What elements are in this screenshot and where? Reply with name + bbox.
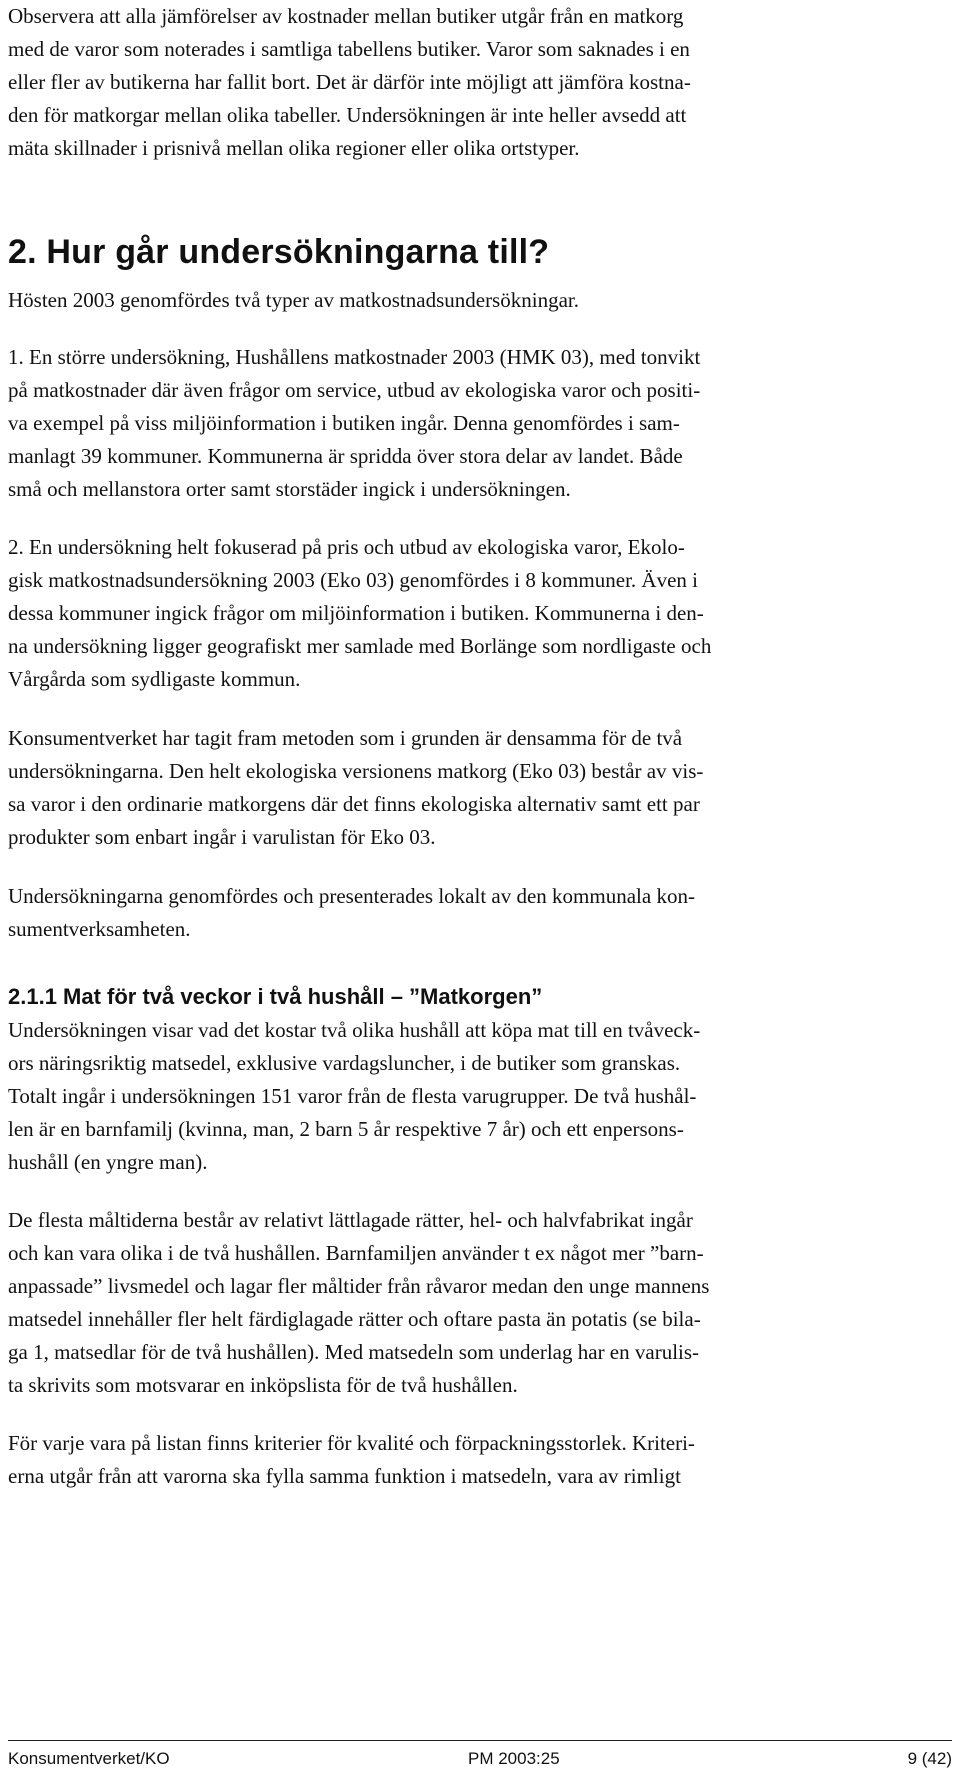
text-line: på matkostnader där även frågor om service, utbud av ekologiska varor och positi- [8,378,701,402]
text-line: den för matkorgar mellan olika tabeller. Undersökningen är inte heller avsedd att [8,103,687,127]
text-line: Undersökningen visar vad det kostar två olika hushåll att köpa mat till en tvåveck- [8,1018,701,1042]
text-line: hushåll (en yngre man). [8,1150,208,1174]
text-line: Konsumentverket har tagit fram metoden som i grunden är densamma för de två [8,726,683,750]
subsection-heading-2-1-1: 2.1.1 Mat för två veckor i två hushåll – ”Matkorgen” [8,984,543,1009]
text-line: gisk matkostnadsundersökning 2003 (Eko 03) genomfördes i 8 kommuner. Även i [8,568,698,592]
text-line: manlagt 39 kommuner. Kommunerna är spridda över stora delar av landet. Både [8,444,683,468]
list-item-2 [8,531,948,696]
text-line: produkter som enbart ingår i varulistan för Eko 03. [8,825,436,849]
text-line: 2. En undersökning helt fokuserad på pris och utbud av ekologiska varor, Ekolo- [8,535,685,559]
footer-report-id: PM 2003:25 [468,1749,560,1768]
list-item-1 [8,341,948,506]
text-line: ga 1, matsedlar för de två hushållen). Med matsedeln som underlag har en varulis- [8,1340,700,1364]
text-line: mäta skillnader i prisnivå mellan olika regioner eller olika ortstyper. [8,136,580,160]
text-line: va exempel på viss miljöinformation i butiken ingår. Denna genomfördes i sam- [8,411,680,435]
section-intro [8,284,948,317]
text-line: Vårgårda som sydligaste kommun. [8,667,301,691]
text-line: ors näringsriktig matsedel, exklusive vardagsluncher, i de butiker som granskas. [8,1051,681,1075]
text-line: För varje vara på listan finns kriterier för kvalité och förpackningsstorlek. Kriteri- [8,1431,695,1455]
text-line: anpassade” livsmedel och lagar fler måltider från råvaror medan den unge mannens [8,1274,710,1298]
text-line: 1. En större undersökning, Hushållens matkostnader 2003 (HMK 03), med tonvikt [8,345,701,369]
text-line: och kan vara olika i de två hushållen. Barnfamiljen använder t ex något mer ”barn- [8,1241,704,1265]
text-line: Hösten 2003 genomfördes två typer av matkostnadsundersökningar. [8,288,579,312]
text-line: len är en barnfamilj (kvinna, man, 2 barn 5 år respektive 7 år) och ett enpersons- [8,1117,684,1141]
text-line: Totalt ingår i undersökningen 151 varor från de flesta varugrupper. De två hushål- [8,1084,697,1108]
text-line: na undersökning ligger geografiskt mer samlade med Borlänge som nordligaste och [8,634,712,658]
text-line: sa varor i den ordinarie matkorgens där det finns ekologiska alternativ samt ett par [8,792,700,816]
text-line: eller fler av butikerna har fallit bort. Det är därför inte möjligt att jämföra kostna- [8,70,691,94]
local-paragraph [8,880,948,946]
method-paragraph [8,722,948,854]
text-line: små och mellanstora orter samt storstäder ingick i undersökningen. [8,477,571,501]
text-line: med de varor som noterades i samtliga tabellens butiker. Varor som saknades i en [8,37,690,61]
matkorgen-paragraph-1 [8,1014,948,1179]
text-line: dessa kommuner ingick frågor om miljöinformation i butiken. Kommunerna i den- [8,601,704,625]
footer-divider [8,1740,952,1741]
matkorgen-paragraph-3 [8,1427,948,1493]
footer-page-number: 9 (42) [907,1749,952,1768]
intro-paragraph [8,0,948,165]
text-line: ta skrivits som motsvarar en inköpslista för de två hushållen. [8,1373,518,1397]
footer-publisher: Konsumentverket/KO [8,1749,170,1768]
section-heading-2: 2. Hur går undersökningarna till? [8,233,550,271]
text-line: matsedel innehåller fler helt färdiglagade rätter och oftare pasta än potatis (se bila- [8,1307,701,1331]
text-line: Observera att alla jämförelser av kostnader mellan butiker utgår från en matkorg [8,4,684,28]
text-line: Undersökningarna genomfördes och presenterades lokalt av den kommunala kon- [8,884,695,908]
matkorgen-paragraph-2 [8,1204,948,1402]
text-line: undersökningarna. Den helt ekologiska versionens matkorg (Eko 03) består av vis- [8,759,704,783]
text-line: De flesta måltiderna består av relativt lättlagade rätter, hel- och halvfabrikat ingår [8,1208,693,1232]
text-line: sumentverksamheten. [8,917,191,941]
text-line: erna utgår från att varorna ska fylla samma funktion i matsedeln, vara av rimligt [8,1464,681,1488]
